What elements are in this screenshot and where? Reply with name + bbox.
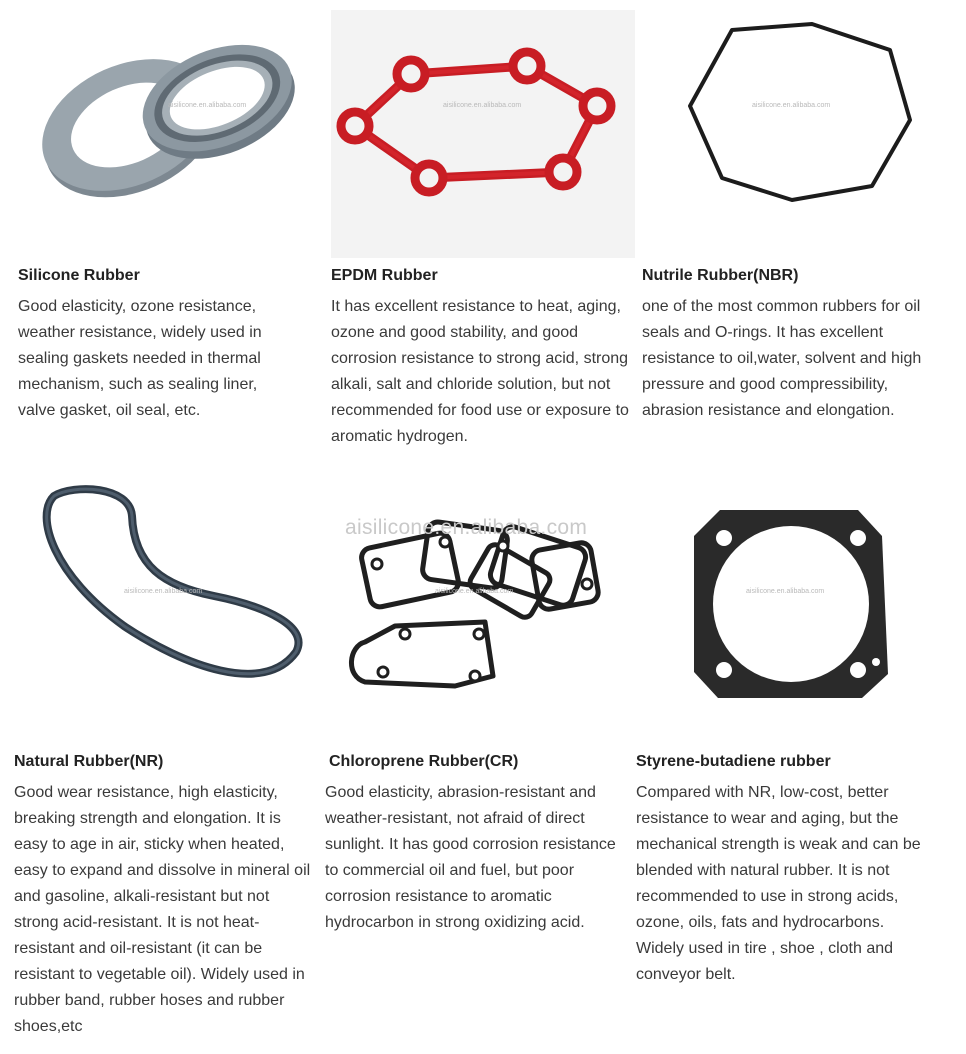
watermark-large: aisilicone.en.alibaba.com <box>345 516 588 539</box>
product-description: Compared with NR, low-cost, better resistance to wear and aging, but the mechanical strength is weak and can be blended with natural rubber. It is not recommended to use in strong acids, ozone, oils, fats and hydrocarbons. Widely used in tire , shoe , cloth and conveyor belt. <box>636 784 921 983</box>
black-o-ring-icon <box>642 10 948 258</box>
product-title: Styrene-butadiene rubber <box>636 753 831 770</box>
product-description: one of the most common rubbers for oil seals and O-rings. It has excellent resistance to oil,water, solvent and high pressure and good compressibility, abrasion resistance and elongation. <box>642 298 922 419</box>
product-description: Good elasticity, ozone resistance, weather resistance, widely used in sealing gaskets needed in thermal mechanism, such as sealing liner, valve gasket, oil seal, etc. <box>18 298 262 419</box>
product-description: Good wear resistance, high elasticity, breaking strength and elongation. It is easy to age in air, sticky when heated, easy to expand and dissolve in mineral oil and gasoline, alkali-resistant but not strong acid-resistant. It is not heat-resistant and oil-resistant (it can be resistant to vegetable oil). Widely used in rubber band, rubber hoses and rubber shoes,etc <box>14 784 311 1035</box>
product-photo-silicone <box>18 10 324 258</box>
watermark: aisilicone.en.alibaba.com <box>746 588 825 595</box>
watermark: aisilicone.en.alibaba.com <box>752 102 831 109</box>
product-title: Natural Rubber(NR) <box>14 753 164 770</box>
product-title: Chloroprene Rubber(CR) <box>329 753 519 770</box>
product-photo-cr <box>325 476 631 738</box>
red-epdm-gasket-icon <box>331 10 635 258</box>
product-photo-nr <box>14 476 320 738</box>
product-description: Good elasticity, abrasion-resistant and weather-resistant, not afraid of direct sunlight. It has good corrosion resistance to commercial oil and fuel, but poor corrosion resistance to aromatic hydrocarbon in strong oxidizing acid. <box>325 784 616 931</box>
product-description: It has excellent resistance to heat, aging, ozone and good stability, and good corrosion resistance to strong acid, strong alkali, salt and chloride solution, but not recommended for food use or exposure to aromatic hydrogen. <box>331 298 629 445</box>
product-photo-sbr <box>636 476 942 738</box>
product-title: Nutrile Rubber(NBR) <box>642 267 799 284</box>
watermark: aisilicone.en.alibaba.com <box>435 588 514 595</box>
rubber-belt-loop-icon <box>14 476 320 738</box>
product-title: Silicone Rubber <box>18 267 140 284</box>
watermark: aisilicone.en.alibaba.com <box>443 102 522 109</box>
product-photo-epdm <box>331 10 635 258</box>
watermark: aisilicone.en.alibaba.com <box>124 588 203 595</box>
product-photo-nbr <box>642 10 948 258</box>
grey-silicone-washer-rings-icon <box>18 10 324 258</box>
cylinder-head-gasket-icon <box>636 476 942 738</box>
product-title: EPDM Rubber <box>331 267 438 284</box>
watermark: aisilicone.en.alibaba.com <box>168 102 247 109</box>
